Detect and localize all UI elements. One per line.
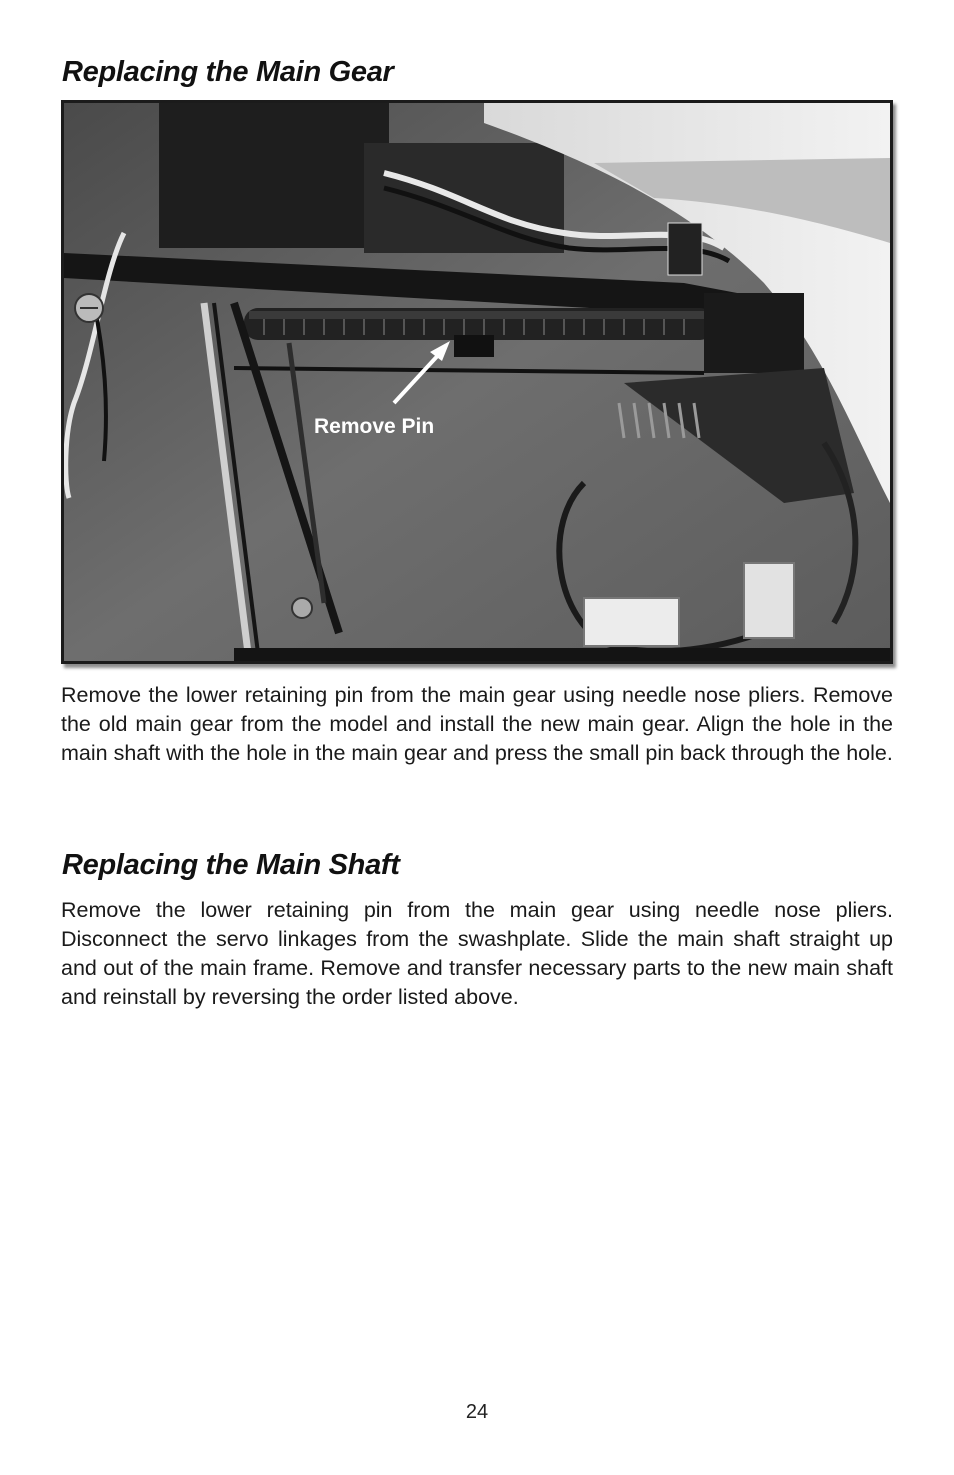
- page-number: 24: [465, 1401, 489, 1423]
- section-title-main-gear: Replacing the Main Gear: [62, 56, 394, 88]
- remove-pin-callout: Remove Pin: [314, 415, 435, 438]
- main-gear-photo: [61, 100, 893, 664]
- main-gear-instructions: Remove the lower retaining pin from the main gear using needle nose pliers. Remove the old main gear from the model and install the new main gear. Align the hole in the main shaft with the hole in the main gear and press the small pin back through the hole.: [61, 683, 893, 765]
- gyro-label-icon: [668, 223, 702, 275]
- main-shaft-instructions: Remove the lower retaining pin from the main gear using needle nose pliers. Disconnect the servo linkages from the swashplate. Slide the main shaft straight up and out of the main frame. Remove and transfer necessary parts to the new main shaft and reinstall by reversing the order listed above.: [61, 898, 893, 1009]
- section-title-main-shaft: Replacing the Main Shaft: [62, 849, 400, 881]
- main-gear-photo-illustration: [64, 103, 890, 661]
